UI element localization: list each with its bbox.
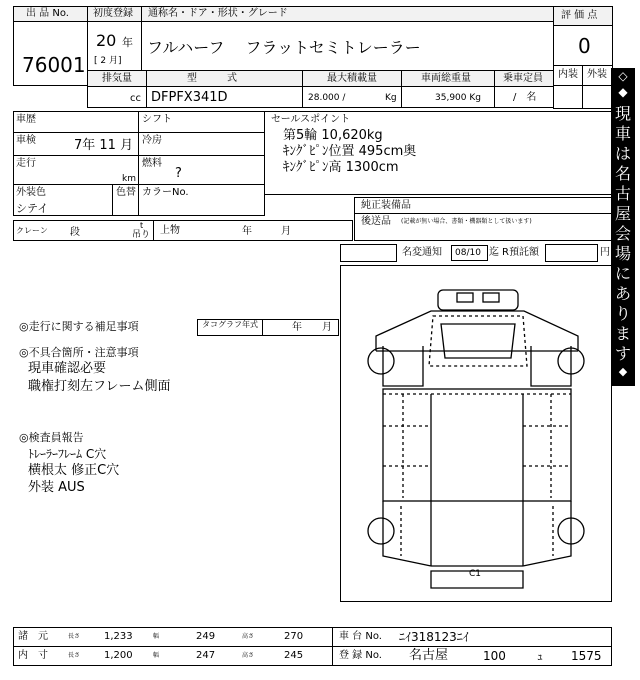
fuel-cell — [138, 155, 265, 185]
ext-color-value: シテイ — [16, 202, 49, 215]
late-label: 迄 — [489, 247, 499, 258]
color-change-label: 色替 — [116, 187, 136, 198]
interior-label-cell — [553, 65, 583, 86]
side-banner-char: ◆ — [618, 85, 628, 99]
r-deposit-label: R預託額 — [502, 247, 539, 258]
side-banner-char: 屋 — [614, 204, 631, 223]
displacement-unit: cc — [130, 93, 141, 104]
crane-label: クレーン — [16, 226, 48, 235]
score-label-cell — [553, 6, 613, 26]
displacement-label: 排気量 — [102, 73, 132, 84]
reg-kana: ｭ — [537, 649, 544, 663]
first-reg-label: 初度登録 — [93, 8, 133, 19]
upper-label: 上物 — [160, 225, 180, 236]
name-change-value: 08/10 — [455, 248, 481, 258]
upper-year: 年 — [242, 226, 252, 237]
interior-score-cell — [553, 85, 583, 109]
side-banner-char: は — [614, 144, 631, 163]
side-banner-char: 現 — [614, 104, 631, 123]
first-reg-month: [ 2 月] — [94, 56, 122, 66]
chassis-value: ﾆｲ318123ﾆｲ — [399, 630, 469, 644]
mileage-note-label: ◎走行に関する補足事項 — [19, 320, 139, 333]
gross-weight-label-cell — [401, 70, 495, 87]
inner-label: 内 寸 — [18, 650, 48, 661]
side-banner-char: 場 — [614, 244, 631, 263]
reg-class: 100 — [483, 649, 506, 663]
sales-points-label: セールスポイント — [271, 114, 351, 125]
genuine-equipment-label: 純正装備品 — [361, 200, 411, 211]
interior-label: 内装 — [558, 69, 578, 80]
diagram-mark: C1 — [469, 569, 482, 579]
model-name: フルハーフ フラットセミトレーラー — [147, 38, 421, 57]
first-reg-label-cell — [87, 6, 142, 22]
inner-width: 247 — [196, 650, 216, 661]
side-banner-char: り — [614, 304, 631, 323]
exterior-label: 外装 — [587, 69, 607, 80]
sales-point-line: ｷﾝｸﾞﾋﾟﾝ高 1300cm — [283, 160, 399, 175]
capacity-label-cell — [494, 70, 554, 87]
ac-cell — [138, 132, 265, 156]
tachograph-month: 月 — [322, 322, 332, 333]
spec-length: 1,233 — [104, 631, 133, 642]
name-change-value-box — [451, 245, 488, 261]
mileage-label: 走行 — [16, 158, 36, 169]
inspector-label: ◎検査員報告 — [19, 431, 84, 444]
side-banner-char: ◇ — [618, 69, 628, 83]
displacement-cell — [87, 86, 147, 108]
score-cell — [553, 25, 613, 66]
color-no-label: カラーNo. — [142, 187, 189, 198]
side-banner-char: 古 — [614, 184, 631, 203]
vehicle-diagram-box — [340, 265, 612, 602]
spec-width-label: 幅 — [153, 633, 160, 640]
type-cell — [146, 86, 303, 108]
inspector-line: 外装 AUS — [28, 480, 85, 495]
chassis-row — [332, 627, 612, 647]
lot-label: 出 品 No. — [26, 8, 69, 19]
history-label: 車歴 — [16, 114, 36, 125]
spec-length-label: 長さ — [68, 633, 81, 640]
first-reg-cell — [87, 21, 142, 71]
side-banner-char: に — [614, 264, 631, 283]
model-label: 通称名・ドア・形状・グレード — [148, 8, 288, 19]
chassis-label: 車 台 No. — [339, 631, 382, 642]
defects-line: 職権打刻左フレーム側面 — [28, 379, 171, 394]
genuine-equipment-cell — [354, 197, 612, 214]
inner-height-label: 高さ — [242, 652, 255, 659]
defects-line: 現車確認必要 — [28, 361, 107, 376]
type-label: 型 式 — [187, 73, 237, 84]
inspector-line: 横根太 修正C穴 — [28, 463, 120, 478]
tachograph-box — [197, 319, 339, 336]
score-label: 評 価 点 — [561, 10, 598, 21]
inspection-cell — [13, 132, 139, 156]
upper-month: 月 — [281, 226, 291, 237]
capacity-value: / 名 — [513, 92, 537, 103]
side-banner — [611, 68, 635, 386]
shift-label: シフト — [142, 114, 172, 125]
ac-label: 冷房 — [142, 135, 162, 146]
ext-color-label: 外装色 — [16, 187, 46, 198]
side-banner-char: あ — [614, 284, 631, 303]
color-no-cell — [138, 184, 265, 216]
score-value: 0 — [578, 34, 591, 58]
name-change-label: 名変通知 — [402, 247, 442, 258]
crane-stage: 段 — [70, 227, 80, 238]
model-label-cell — [141, 6, 554, 22]
fuel-value: ? — [175, 166, 182, 181]
upper-cell — [153, 220, 353, 241]
max-load-label-cell — [302, 70, 402, 87]
spec-width: 249 — [196, 631, 216, 642]
crane-hang: 吊り — [132, 230, 151, 240]
sales-point-line: 第5輪 10,620kg — [283, 128, 383, 143]
reg-number: 1575 — [571, 649, 602, 663]
exterior-label-cell — [582, 65, 613, 86]
tachograph-label: タコグラフ年式 — [198, 319, 263, 336]
lot-number: 76001 — [22, 53, 86, 77]
spec-label: 諸 元 — [18, 631, 48, 642]
spec-height-label: 高さ — [242, 633, 255, 640]
delivery-note: (記載が無い場合、書類・機器類として扱います) — [401, 218, 532, 225]
delivery-label: 後送品 — [361, 216, 391, 227]
max-load-unit: Kg — [385, 93, 397, 103]
r-deposit-box — [545, 244, 598, 262]
tachograph-year: 年 — [292, 322, 302, 333]
gross-weight-cell — [401, 86, 495, 108]
first-reg-year: 20 — [96, 31, 117, 50]
reg-label: 登 録 No. — [339, 650, 382, 661]
inspection-label: 車検 — [16, 135, 36, 146]
fuel-label: 燃料 — [142, 158, 162, 169]
max-load-value: 28.000 / — [308, 93, 346, 103]
inner-length: 1,200 — [104, 650, 133, 661]
gross-weight-label: 車両総重量 — [421, 73, 471, 84]
crane-ton: t — [140, 221, 144, 230]
model-cell — [141, 21, 554, 71]
type-value: DFPFX341D — [151, 90, 228, 105]
lot-label-cell — [13, 6, 88, 22]
ext-color-cell — [13, 184, 113, 216]
side-banner-char: 車 — [614, 124, 631, 143]
inspector-line: ﾄﾚｰﾗｰﾌﾚｰﾑ C穴 — [28, 447, 107, 461]
side-banner-char: 名 — [614, 164, 631, 183]
crane-cell — [13, 220, 154, 241]
sales-point-line: ｷﾝｸﾞﾋﾟﾝ位置 495cm奥 — [283, 144, 417, 159]
color-change-cell — [112, 184, 139, 216]
inner-width-label: 幅 — [153, 652, 160, 659]
side-banner-char: ま — [614, 324, 631, 343]
displacement-label-cell — [87, 70, 147, 87]
capacity-label: 乗車定員 — [503, 73, 543, 84]
spec-height: 270 — [284, 631, 304, 642]
sales-points-box — [264, 111, 612, 195]
shift-cell — [138, 111, 265, 133]
spec-row — [13, 627, 333, 647]
exterior-score-cell — [582, 85, 613, 109]
inspection-value: 7年 11 月 — [74, 138, 134, 153]
inner-length-label: 長さ — [68, 652, 81, 659]
defects-label: ◎不具合箇所・注意事項 — [19, 346, 139, 359]
side-banner-char: す — [614, 344, 631, 363]
type-label-cell — [146, 70, 303, 87]
inner-row — [13, 646, 333, 666]
capacity-cell — [494, 86, 554, 108]
history-cell — [13, 111, 139, 133]
side-banner-char: 会 — [614, 224, 631, 243]
yen-label: 円 — [600, 247, 610, 258]
mileage-cell — [13, 155, 139, 185]
blank-notice-box — [340, 244, 397, 262]
delivery-cell — [354, 213, 612, 241]
reg-place: 名古屋 — [409, 648, 449, 663]
registration-row — [332, 646, 612, 666]
max-load-label: 最大積載量 — [327, 73, 377, 84]
inner-height: 245 — [284, 650, 304, 661]
max-load-cell — [302, 86, 402, 108]
mileage-unit: km — [122, 174, 136, 184]
side-banner-char: ◆ — [618, 365, 628, 378]
gross-weight-value: 35,900 Kg — [435, 93, 481, 103]
trailer-diagram — [341, 266, 611, 601]
lot-number-cell — [13, 21, 88, 86]
first-reg-year-unit: 年 — [122, 36, 133, 49]
